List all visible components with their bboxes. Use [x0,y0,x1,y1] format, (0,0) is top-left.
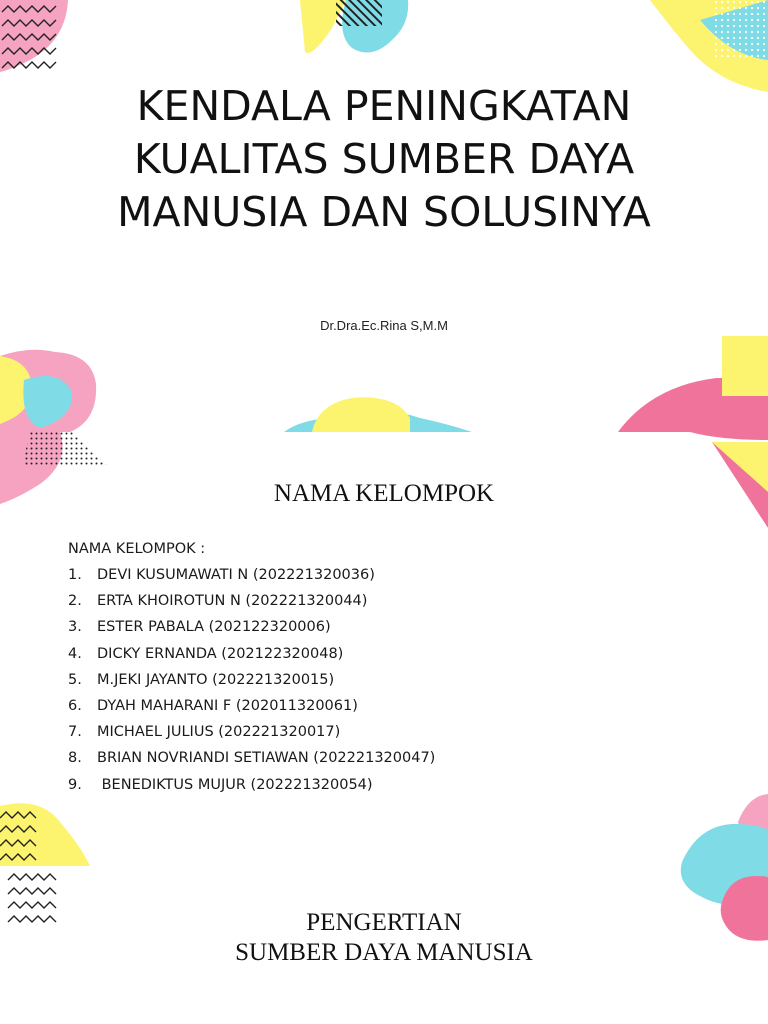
list-item [68,719,435,745]
list-number: 2. [68,593,82,610]
stripe-pattern-icon [336,0,382,26]
member-name: BENEDIKTUS MUJUR (202221320054) [97,776,373,792]
list-number: 7. [68,724,82,741]
list-number: 8. [68,750,82,767]
member-name: ERTA KHOIROTUN N (202221320044) [97,593,368,610]
section-slide [0,792,768,1024]
member-name: BRIAN NOVRIANDI SETIAWAN (202221320047) [97,750,436,767]
list-item [68,641,435,667]
author-name: Dr.Dra.Ec.Rina S,M.M [320,318,448,333]
member-name: DICKY ERNANDA (202122320048) [97,645,344,662]
section-title-line: PENGERTIAN [306,909,462,936]
member-name: MICHAEL JULIUS (202221320017) [97,724,341,741]
section-title-line: SUMBER DAYA MANUSIA [235,939,533,966]
list-number: 5. [68,671,82,688]
yellow-blob-shape [0,803,90,866]
list-item [68,667,435,693]
section-title [0,908,768,968]
member-name: DYAH MAHARANI F (202011320061) [97,697,358,714]
yellow-mound-shape [312,397,410,432]
cover-slide [0,0,768,432]
group-slide [0,432,768,792]
list-item [68,588,435,614]
list-item [68,614,435,640]
list-item [68,772,435,793]
title-line: KENDALA PENINGKATAN [136,82,632,130]
list-number: 1. [68,567,82,583]
member-list-title: NAMA KELOMPOK : [68,541,206,557]
list-number: 3. [68,619,82,636]
member-name: ESTER PABALA (202122320006) [97,619,331,636]
title-line: KUALITAS SUMBER DAYA [133,135,635,183]
dots-pattern-icon [712,0,768,60]
title-line: MANUSIA DAN SOLUSINYA [117,188,651,236]
member-list [68,536,435,792]
magenta-strip-shape [690,432,768,440]
list-item [68,745,435,771]
yellow-square-shape [722,336,768,396]
group-heading: NAMA KELOMPOK [273,480,495,507]
presentation-title [40,80,728,239]
member-name: DEVI KUSUMAWATI N (202221320036) [97,567,375,583]
list-number: 4. [68,645,82,662]
list-number: 9. [68,776,82,792]
dotted-triangle-icon [22,432,108,466]
list-item [68,562,435,588]
list-item [68,693,435,719]
member-name: M.JEKI JAYANTO (202221320015) [97,671,335,688]
list-number: 6. [68,697,82,714]
